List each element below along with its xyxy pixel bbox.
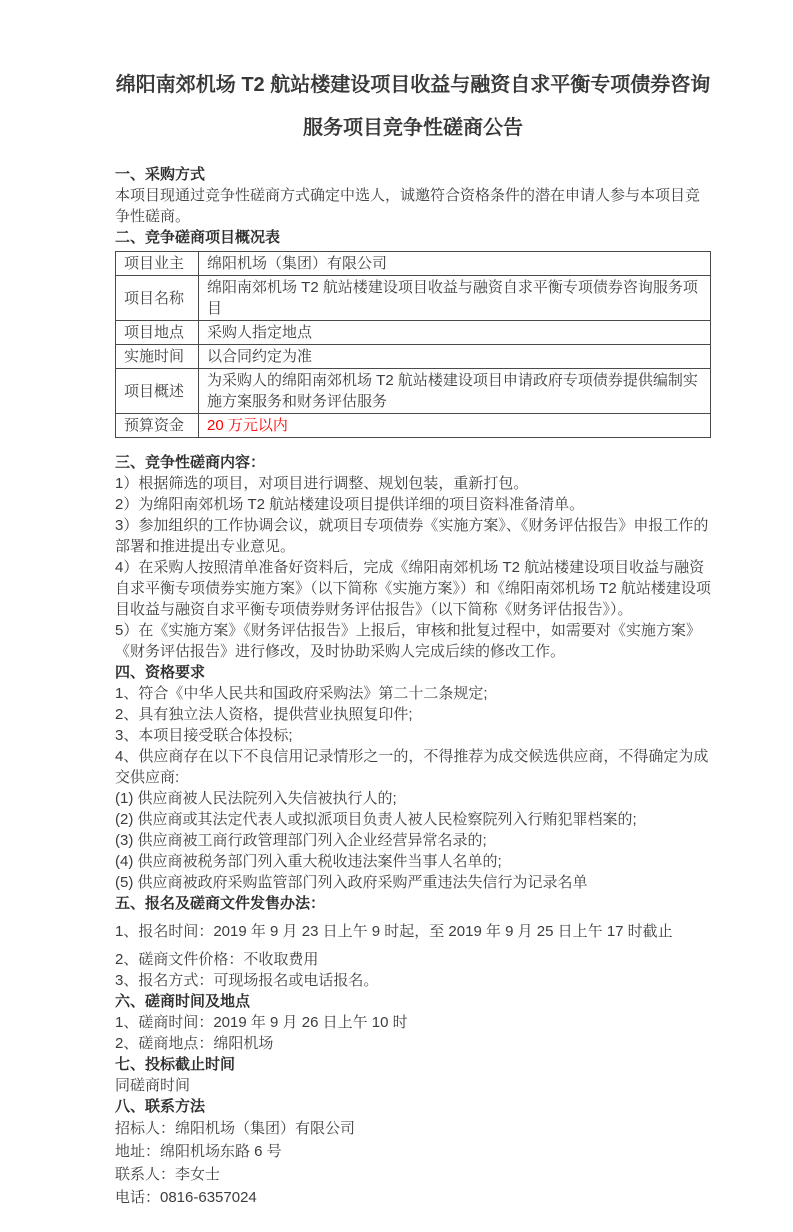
- section-registration: [115, 893, 711, 991]
- table-row-project-location: [116, 321, 711, 345]
- bid-deadline-heading: 七、投标截止时间: [115, 1056, 236, 1073]
- budget-value: 20 万元以内: [199, 414, 711, 438]
- table-row-project-name: [116, 276, 711, 321]
- row-value: 绵阳南郊机场 T2 航站楼建设项目收益与融资自求平衡专项债券咨询服务项目: [199, 276, 711, 321]
- row-label: 预算资金: [116, 414, 199, 438]
- section-qualification-requirements: [115, 662, 711, 893]
- section-project-overview: [115, 227, 711, 438]
- negotiation-content-item: 3）参加组织的工作协调会议，就项目专项债券《实施方案》、《财务评估报告》申报工作的部署和推进提出专业意见。: [115, 517, 709, 555]
- table-row-project-summary: [116, 369, 711, 414]
- row-label: 项目地点: [116, 321, 199, 345]
- row-value: 以合同约定为准: [199, 345, 711, 369]
- title-line-1: 绵阳南郊机场 T2 航站楼建设项目收益与融资自求平衡专项债券咨询: [115, 74, 711, 96]
- section-negotiation-content: [115, 452, 711, 662]
- contact-person: 联系人：李女士: [115, 1166, 221, 1183]
- bad-credit-subitem: (4) 供应商被税务部门列入重大税收违法案件当事人名单的;: [115, 853, 502, 870]
- row-label: 项目概述: [116, 369, 199, 414]
- qualification-item: 1、符合《中华人民共和国政府采购法》第二十二条规定;: [115, 685, 488, 702]
- title-line-2: 服务项目竞争性磋商公告: [303, 117, 523, 139]
- registration-item: 3、报名方式：可现场报名或电话报名。: [115, 972, 379, 989]
- qualification-item: 3、本项目接受联合体投标;: [115, 727, 293, 744]
- negotiation-time-place-heading: 六、磋商时间及地点: [115, 993, 251, 1010]
- project-overview-heading: 二、竞争磋商项目概况表: [115, 229, 281, 246]
- registration-item: 2、磋商文件价格：不收取费用: [115, 951, 319, 968]
- negotiation-content-heading: 三、竞争性磋商内容：: [115, 454, 266, 471]
- negotiation-content-item: 4）在采购人按照清单准备好资料后，完成《绵阳南郊机场 T2 航站楼建设项目收益与融资自求平衡专项债券实施方案》（以下简称《实施方案》）和《绵阳南郊机场 T2 航站楼建设项目收益与融资自求平衡专项债券财务评估报告》（以下简称《财务评估报告》）。: [115, 559, 711, 618]
- negotiation-content-item: 1）根据筛选的项目，对项目进行调整、规划包装，重新打包。: [115, 475, 529, 492]
- registration-heading: 五、报名及磋商文件发售办法：: [115, 895, 326, 912]
- section-contact: [115, 1096, 711, 1209]
- row-value: 绵阳机场（集团）有限公司: [199, 252, 711, 276]
- bad-credit-subitem: (2) 供应商或其法定代表人或拟派项目负责人被人民检察院列入行贿犯罪档案的;: [115, 811, 637, 828]
- bad-credit-subitem: (5) 供应商被政府采购监管部门列入政府采购严重违法失信行为记录名单: [115, 874, 588, 891]
- bad-credit-subitem: (3) 供应商被工商行政管理部门列入企业经营异常名录的;: [115, 832, 487, 849]
- contact-tenderer: 招标人：绵阳机场（集团）有限公司: [115, 1120, 356, 1137]
- row-label: 项目名称: [116, 276, 199, 321]
- procurement-method-heading: 一、采购方式: [115, 166, 206, 183]
- bad-credit-subitem: (1) 供应商被人民法院列入失信被执行人的;: [115, 790, 397, 807]
- row-label: 实施时间: [116, 345, 199, 369]
- row-value: 采购人指定地点: [199, 321, 711, 345]
- document-title: [115, 64, 711, 150]
- bid-deadline-body: 同磋商时间: [115, 1077, 191, 1094]
- contact-phone: 电话：0816-6357024: [115, 1189, 257, 1206]
- row-value: 为采购人的绵阳南郊机场 T2 航站楼建设项目申请政府专项债券提供编制实施方案服务和财务评估服务: [199, 369, 711, 414]
- registration-item: 1、报名时间：2019 年 9 月 23 日上午 9 时起，至 2019 年 9 月 25 日上午 17 时截止: [115, 923, 673, 940]
- qualification-item: 4、供应商存在以下不良信用记录情形之一的，不得推荐为成交候选供应商，不得确定为成交供应商:: [115, 748, 709, 786]
- procurement-method-body: 本项目现通过竞争性磋商方式确定中选人，诚邀符合资格条件的潜在申请人参与本项目竞争性磋商。: [115, 187, 701, 225]
- negotiation-content-item: 2）为绵阳南郊机场 T2 航站楼建设项目提供详细的项目资料准备清单。: [115, 496, 585, 513]
- negotiation-place-item: 2、磋商地点：绵阳机场: [115, 1035, 274, 1052]
- section-bid-deadline: [115, 1054, 711, 1096]
- contact-heading: 八、联系方法: [115, 1098, 206, 1115]
- table-row-budget: [116, 414, 711, 438]
- table-row-implementation-time: [116, 345, 711, 369]
- section-procurement-method: [115, 164, 711, 227]
- contact-address: 地址：绵阳机场东路 6 号: [115, 1143, 282, 1160]
- qualification-item: 2、具有独立法人资格，提供营业执照复印件;: [115, 706, 413, 723]
- qualification-heading: 四、资格要求: [115, 664, 206, 681]
- table-row-project-owner: [116, 252, 711, 276]
- project-overview-table: [115, 251, 711, 438]
- negotiation-content-item: 5）在《实施方案》《财务评估报告》上报后，审核和批复过程中，如需要对《实施方案》《财务评估报告》进行修改，及时协助采购人完成后续的修改工作。: [115, 622, 701, 660]
- negotiation-time-item: 1、磋商时间：2019 年 9 月 26 日上午 10 时: [115, 1014, 408, 1031]
- row-label: 项目业主: [116, 252, 199, 276]
- document-content: [115, 0, 711, 1209]
- section-negotiation-time-place: [115, 991, 711, 1054]
